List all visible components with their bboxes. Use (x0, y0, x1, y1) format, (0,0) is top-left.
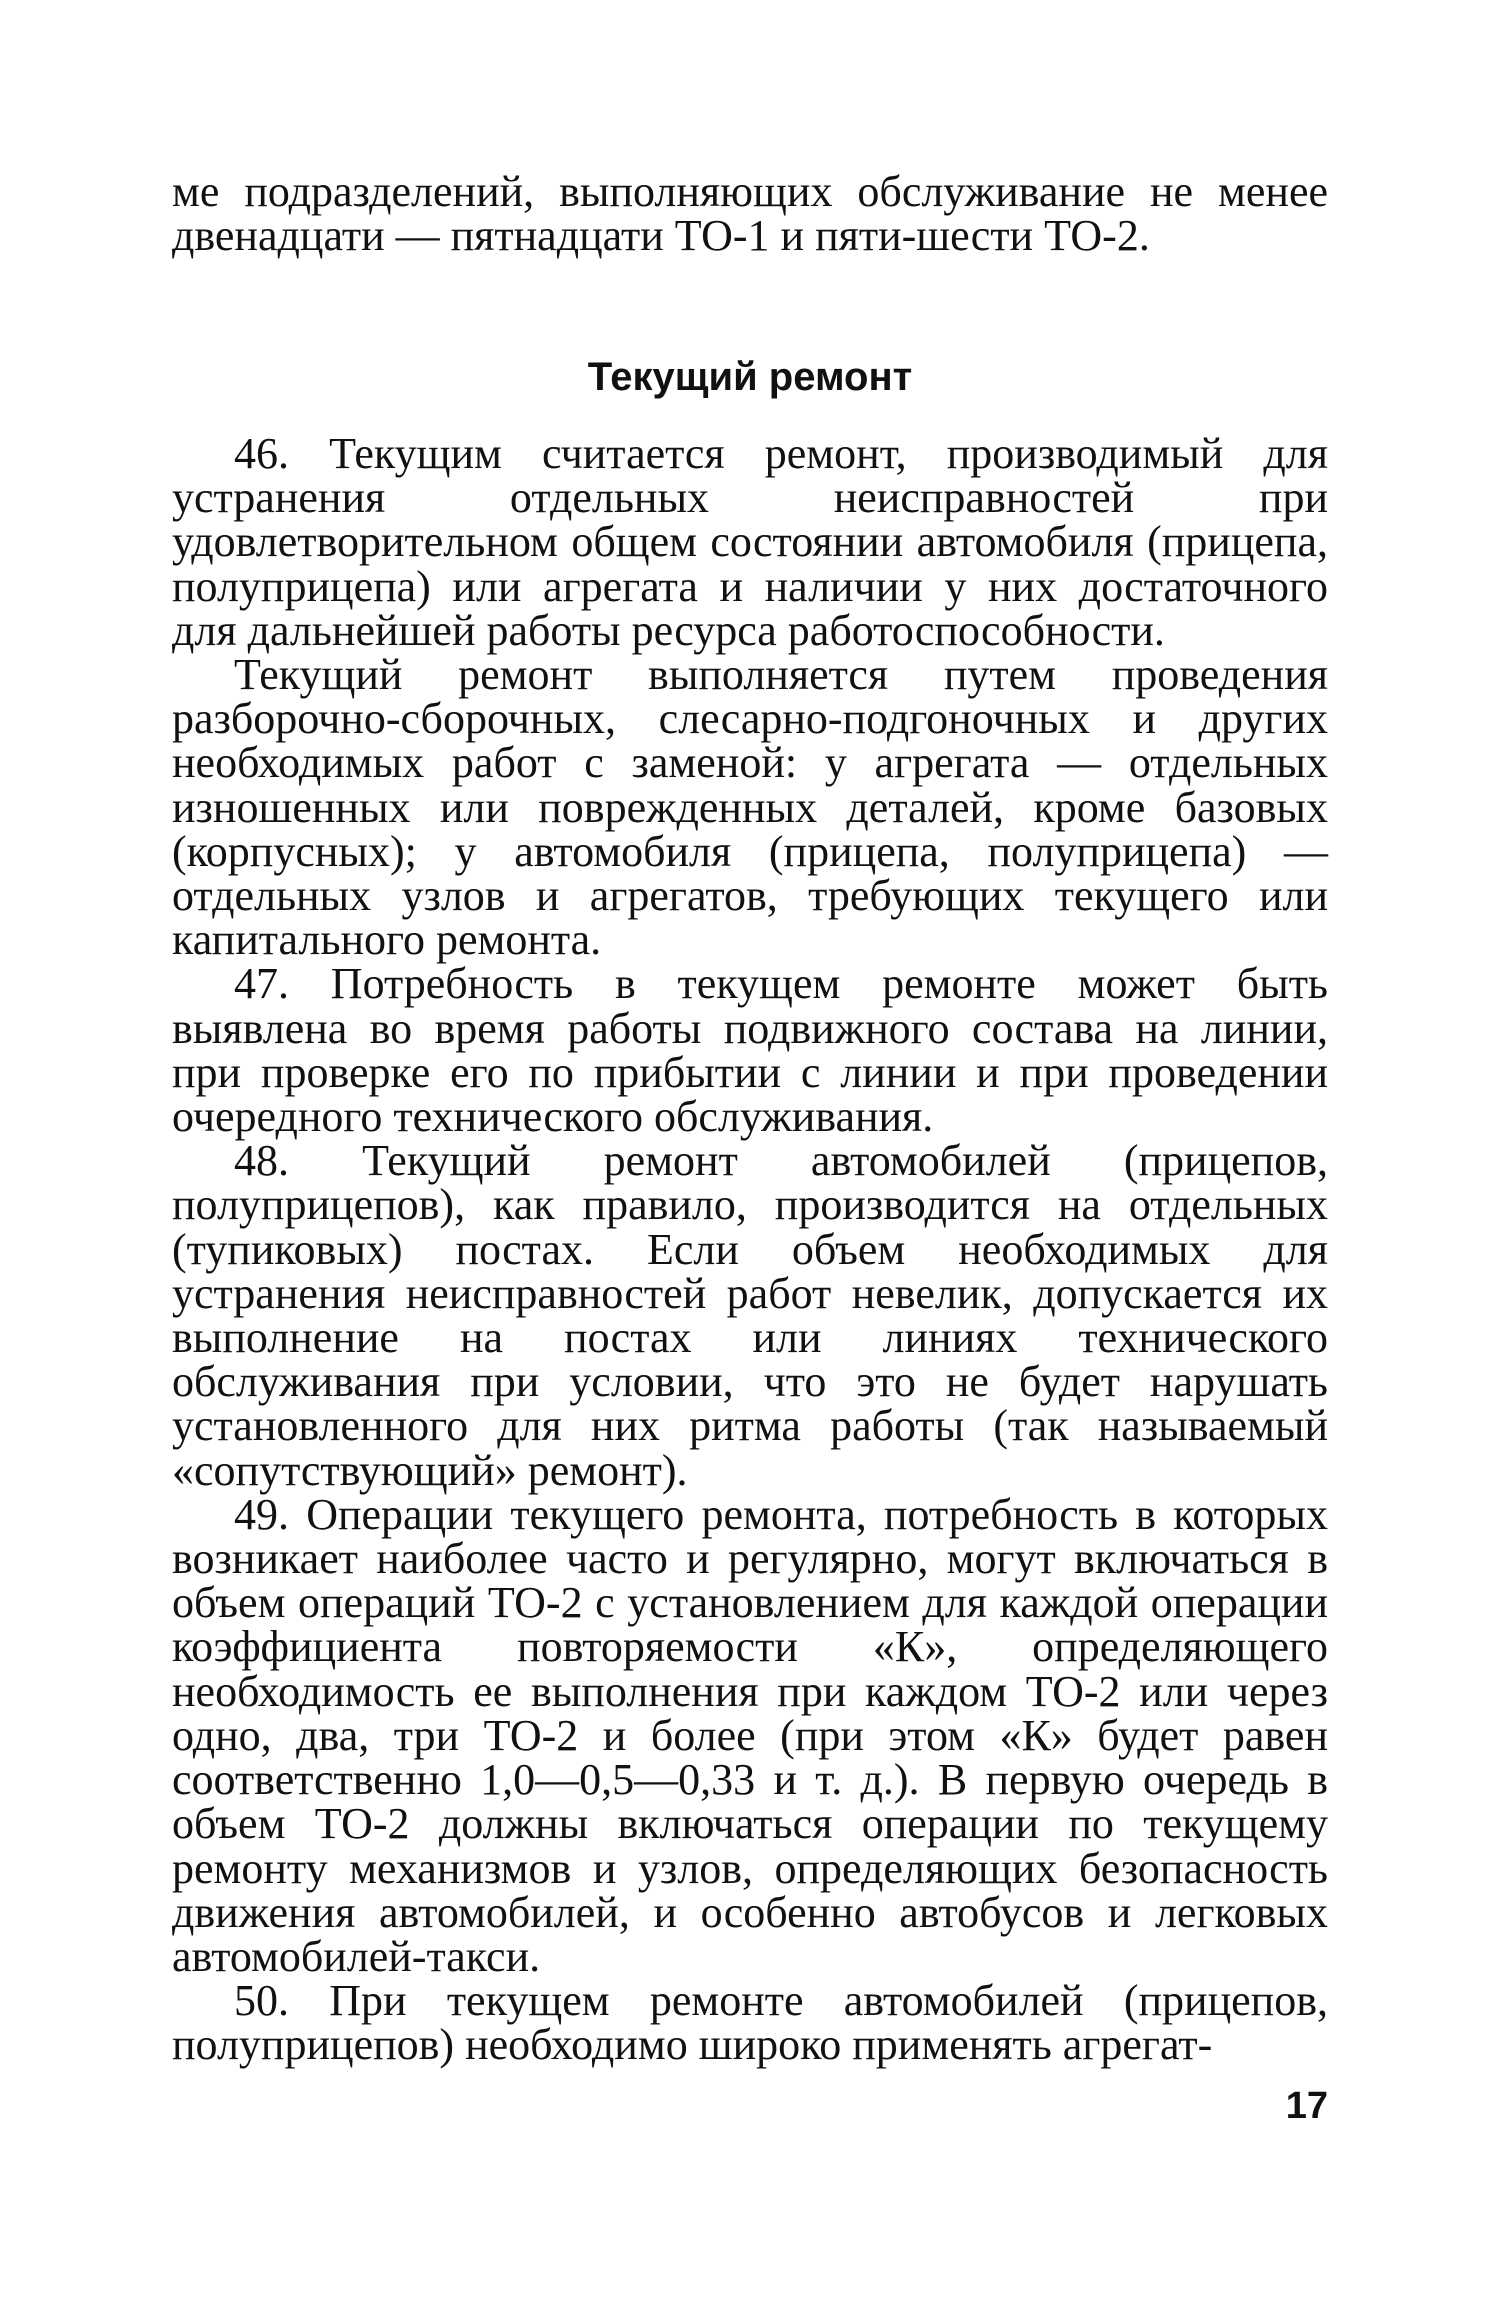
section-title: Текущий ремонт (587, 355, 913, 399)
paragraph-49: 49. Операции текущего ремонта, потребность в которых возникает наиболее часто и регулярно, могут включаться в объем операций ТО-2 с установлением для каждой операции коэффициента повторяемости «К», определяющего необходимость ее выполнения при каждом ТО-2 или через одно, два, три ТО-2 и более (при этом «К» будет равен соответственно 1,0—0,5—0,33 и т. д.). В первую очередь в объем ТО-2 должны включаться операции по текущему ремонту механизмов и узлов, определяющих безопасность движения автомобилей, и особенно автобусов и легковых автомобилей-такси. (172, 1489, 1328, 1981)
section-body (172, 429, 1328, 2070)
paragraph-50: 50. При текущем ремонте автомобилей (прицепов, полуприцепов) необходимо широко применять агрегат- (172, 1976, 1328, 2070)
paragraph-46-continued: Текущий ремонт выполняется путем проведения разборочно-сборочных, слесарно-подгоночных и других необходимых работ с заменой: у агрегата — отдельных изношенных или поврежденных деталей, кроме базовых (корпусных); у автомобиля (прицепа, полуприцепа) — отдельных узлов и агрегатов, требующих текущего или капитального ремонта. (172, 650, 1328, 965)
paragraph-46: 46. Текущим считается ремонт, производимый для устранения отдельных неисправностей при удовлетворительном общем состоянии автомобиля (прицепа, полуприцепа) или агрегата и наличии у них достаточного для дальнейшей работы ресурса работоспособности. (172, 429, 1328, 655)
paragraph-47: 47. Потребность в текущем ремонте может быть выявлена во время работы подвижного состава на линии, при проверке его по прибытии с линии и при проведении очередного технического обслуживания. (172, 959, 1328, 1142)
intro-paragraph: ме подразделений, выполняющих обслуживание не менее двенадцати — пятнадцати ТО-1 и пяти-шести ТО-2. (172, 167, 1328, 261)
paragraph-48: 48. Текущий ремонт автомобилей (прицепов, полуприцепов), как правило, производится на отдельных (тупиковых) постах. Если объем необходимых для устранения неисправностей работ невелик, допускается их выполнение на постах или линиях технического обслуживания при условии, что это не будет нарушать установленного для них ритма работы (так называемый «сопутствующий» ремонт). (172, 1136, 1328, 1495)
page-number: 17 (1285, 2085, 1328, 2127)
intro-block (172, 167, 1328, 261)
